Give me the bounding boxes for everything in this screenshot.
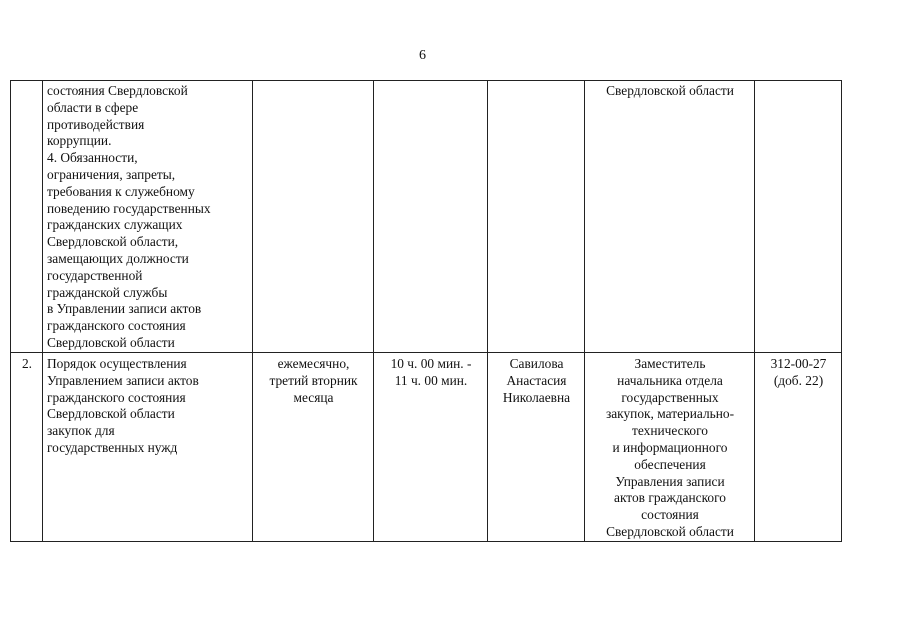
row-number-cell bbox=[11, 81, 43, 353]
frequency-cell bbox=[253, 81, 374, 353]
page-number: 6 bbox=[419, 48, 426, 63]
frequency-cell: ежемесячно, третий вторник месяца bbox=[253, 353, 374, 542]
topic-cell: состояния Свердловской области в сфере противодействия коррупции. 4. Обязанности, ограничения, запреты, требования к служебному поведению государственных гражданских служащих Свердловской области, замещающих должности государственной гражданской службы в Управлении записи актов гражданского состояния Свердловской области bbox=[43, 81, 253, 353]
position-cell: Заместитель начальника отдела государственных закупок, материально- технического и информационного обеспечения Управления записи актов гражданского состояния Свердловской области bbox=[585, 353, 755, 542]
responsible-person-cell: Савилова Анастасия Николаевна bbox=[488, 353, 585, 542]
topic-cell: Порядок осуществления Управлением записи актов гражданского состояния Свердловской области закупок для государственных нужд bbox=[43, 353, 253, 542]
schedule-table bbox=[10, 80, 842, 542]
phone-cell: 312-00-27 (доб. 22) bbox=[755, 353, 842, 542]
row-number-cell: 2. bbox=[11, 353, 43, 542]
time-cell: 10 ч. 00 мин. - 11 ч. 00 мин. bbox=[374, 353, 488, 542]
time-cell bbox=[374, 81, 488, 353]
table-row bbox=[11, 81, 842, 353]
position-cell: Свердловской области bbox=[585, 81, 755, 353]
phone-cell bbox=[755, 81, 842, 353]
responsible-person-cell bbox=[488, 81, 585, 353]
table-row bbox=[11, 353, 842, 542]
